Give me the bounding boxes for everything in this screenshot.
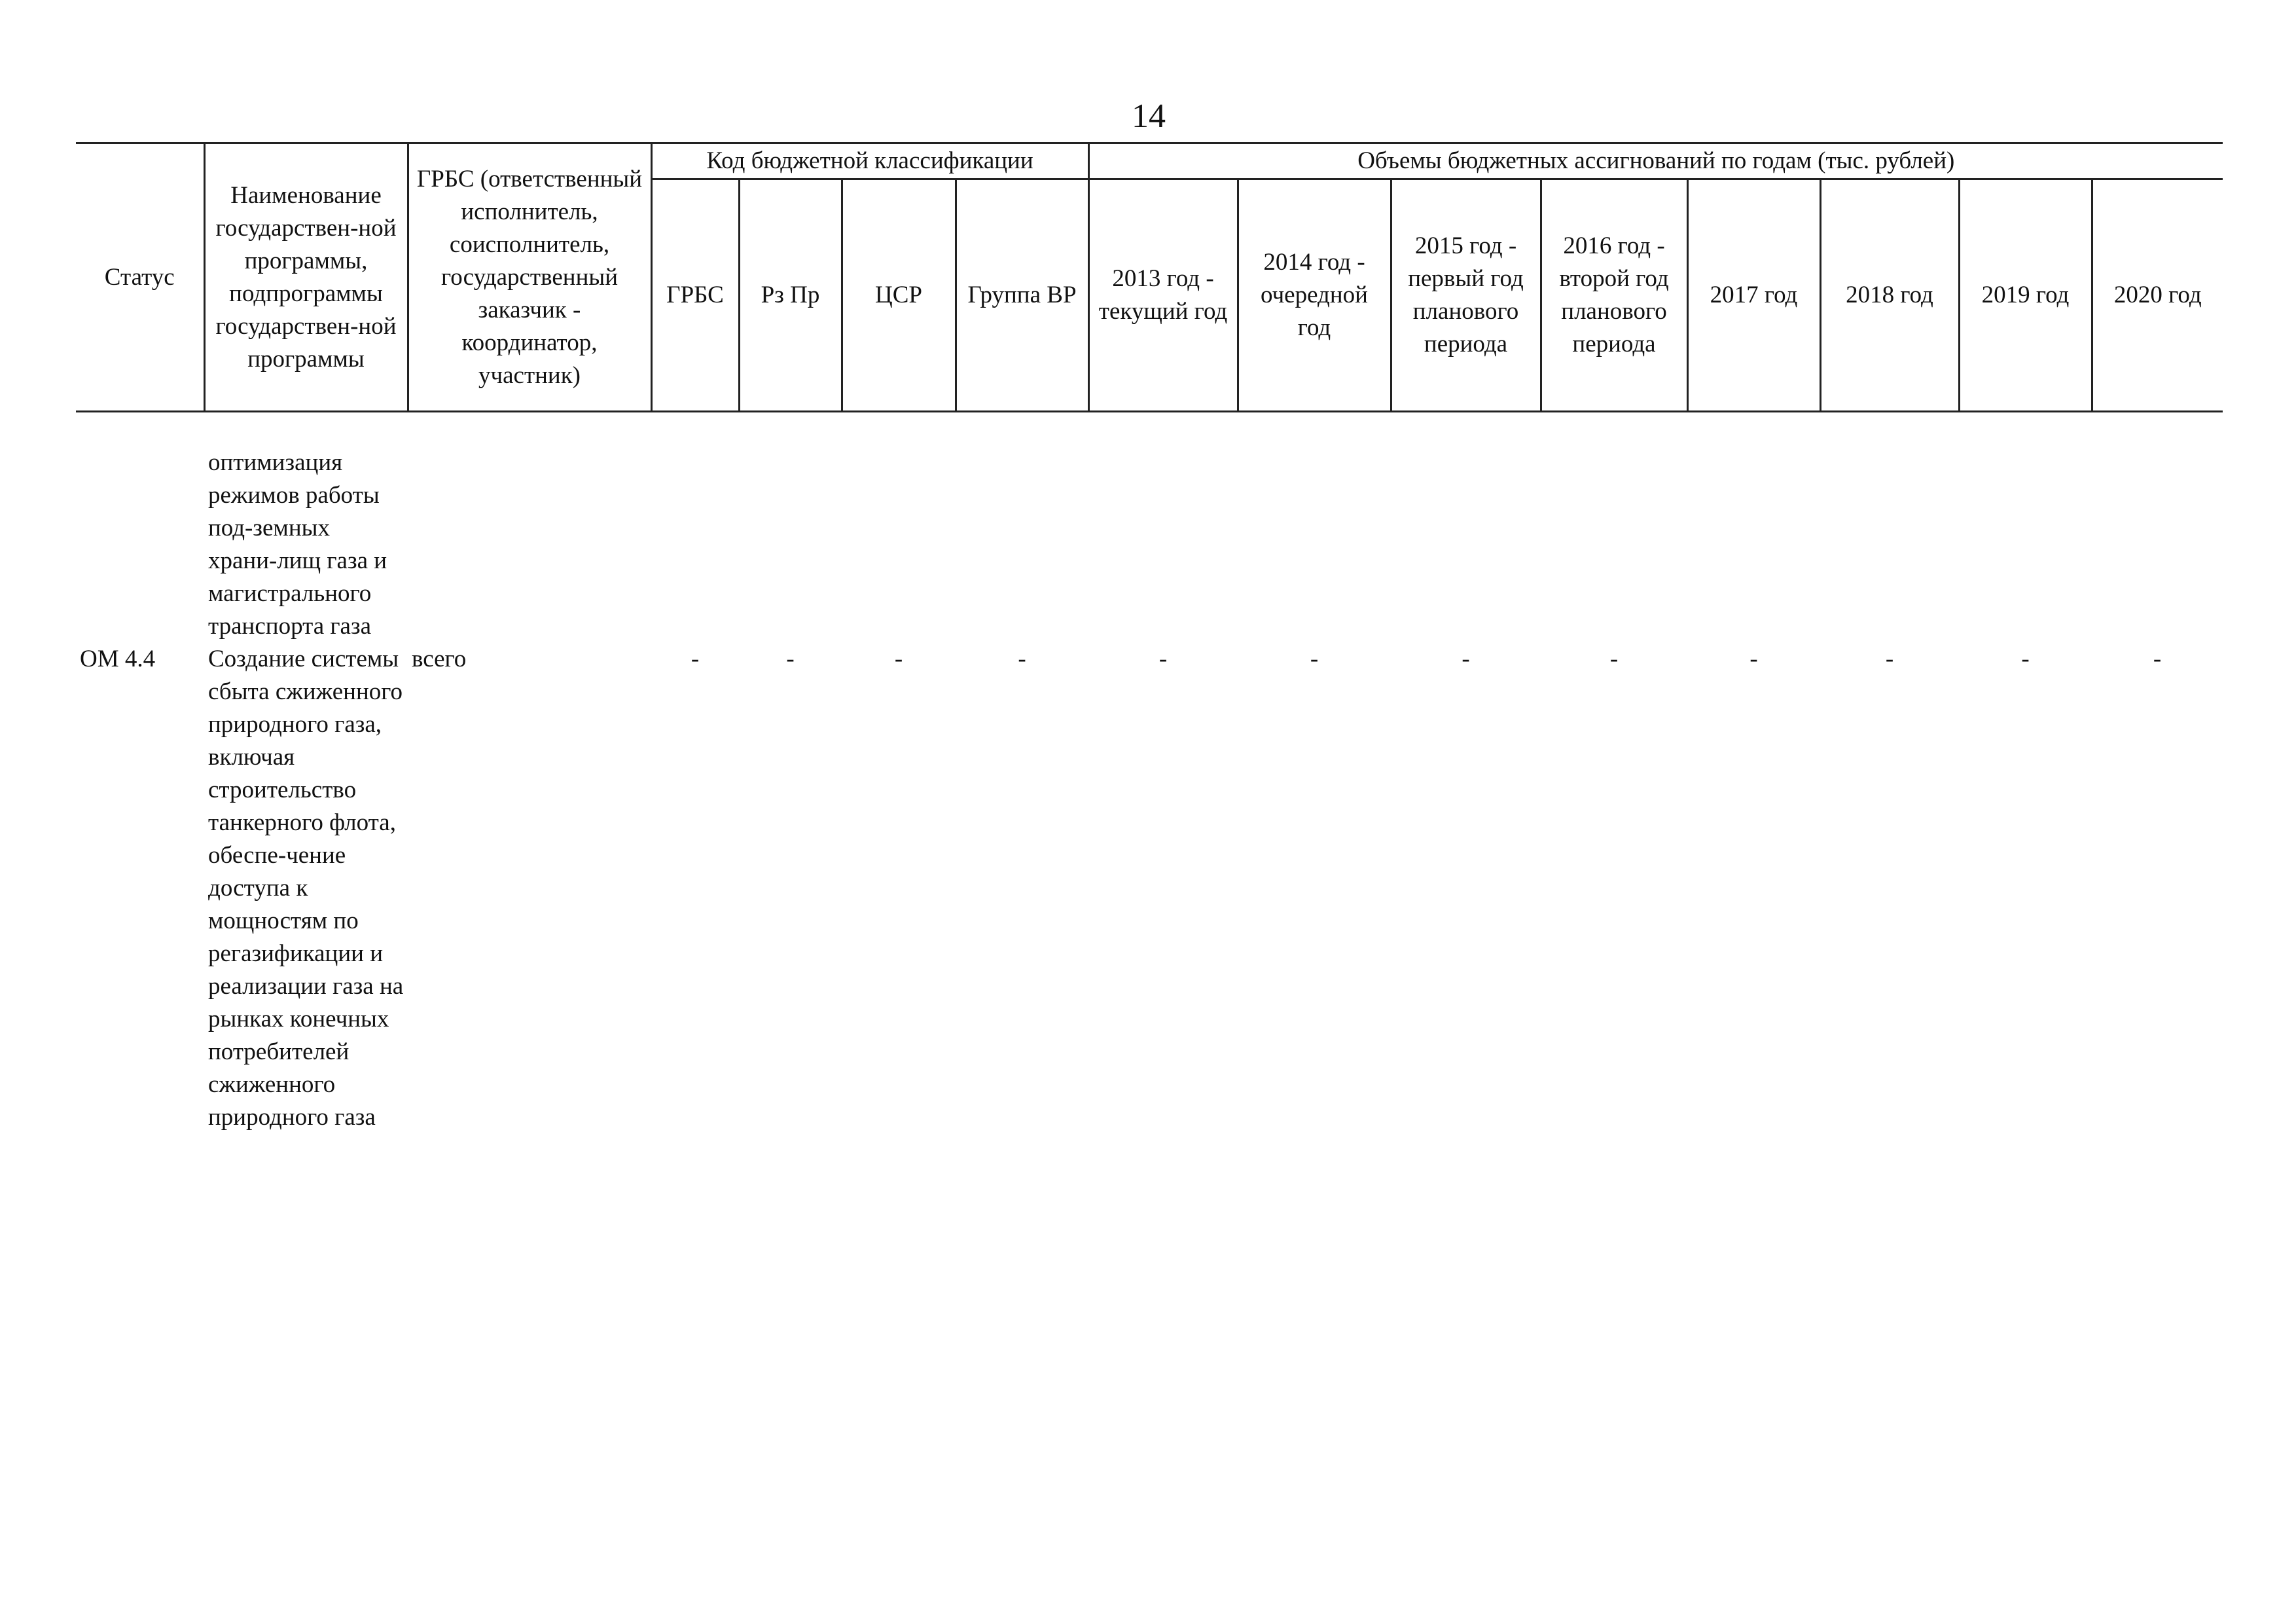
cell-code-csr: - <box>894 646 903 672</box>
header-year-2015: 2015 год - первый год планового периода <box>1391 179 1541 412</box>
page-number: 14 <box>1132 98 1166 135</box>
header-code-grbs: ГРБС <box>651 179 739 412</box>
cell-year-2015: - <box>1462 646 1470 672</box>
cell-year-2016: - <box>1609 646 1619 672</box>
cell-code-rzpr: - <box>786 646 795 672</box>
table-header <box>76 143 2223 412</box>
header-year-2019: 2019 год <box>1959 179 2092 412</box>
row-grbs <box>408 447 651 643</box>
cell-year-2020: - <box>2153 646 2162 672</box>
header-year-2014: 2014 год - очередной год <box>1238 179 1391 412</box>
table-body <box>76 412 2223 1135</box>
table-row <box>76 643 2223 1134</box>
cell-code-grbs: - <box>691 646 700 672</box>
cell-year-2019: - <box>2021 646 2030 672</box>
header-status: Статус <box>76 143 204 412</box>
header-program-name: Наименование государствен-ной программы, подпрограммы государствен-ной программы <box>204 143 408 412</box>
budget-table <box>76 142 2223 1134</box>
header-year-2018: 2018 год <box>1820 179 1959 412</box>
row-status: ОМ 4.4 <box>80 646 156 672</box>
row-status <box>76 447 204 643</box>
cell-year-2014: - <box>1310 646 1319 672</box>
table-row <box>76 447 2223 643</box>
cell-code-vr: - <box>1018 646 1026 672</box>
cell-year-2018: - <box>1885 646 1894 672</box>
row-grbs: всего <box>412 646 467 672</box>
header-grbs-responsible: ГРБС (ответственный исполнитель, соисполнитель, государственный заказчик - координатор, участник) <box>408 143 651 412</box>
header-year-2020: 2020 год <box>2092 179 2223 412</box>
header-year-2017: 2017 год <box>1687 179 1820 412</box>
header-budget-code-group: Код бюджетной классификации <box>651 143 1088 179</box>
header-code-vr: Группа ВР <box>956 179 1088 412</box>
header-code-rzpr: Рз Пр <box>739 179 842 412</box>
header-code-csr: ЦСР <box>842 179 956 412</box>
row-program-name: Создание системы сбыта сжиженного природного газа, включая строительство танкерного флота, обеспе-чение доступа к мощностям по регазификации и реализации газа на рынках конечных потребителей сжиженного природного газа <box>208 646 404 1131</box>
cell-year-2013: - <box>1158 646 1168 672</box>
cell-year-2017: - <box>1749 646 1758 672</box>
header-year-2016: 2016 год - второй год планового периода <box>1541 179 1687 412</box>
header-year-2013: 2013 год - текущий год <box>1088 179 1238 412</box>
row-program-name: оптимизация режимов работы под-земных храни-лищ газа и магистрального транспорта газа <box>208 449 387 640</box>
header-budget-volume-group: Объемы бюджетных ассигнований по годам (тыс. рублей) <box>1088 143 2223 179</box>
